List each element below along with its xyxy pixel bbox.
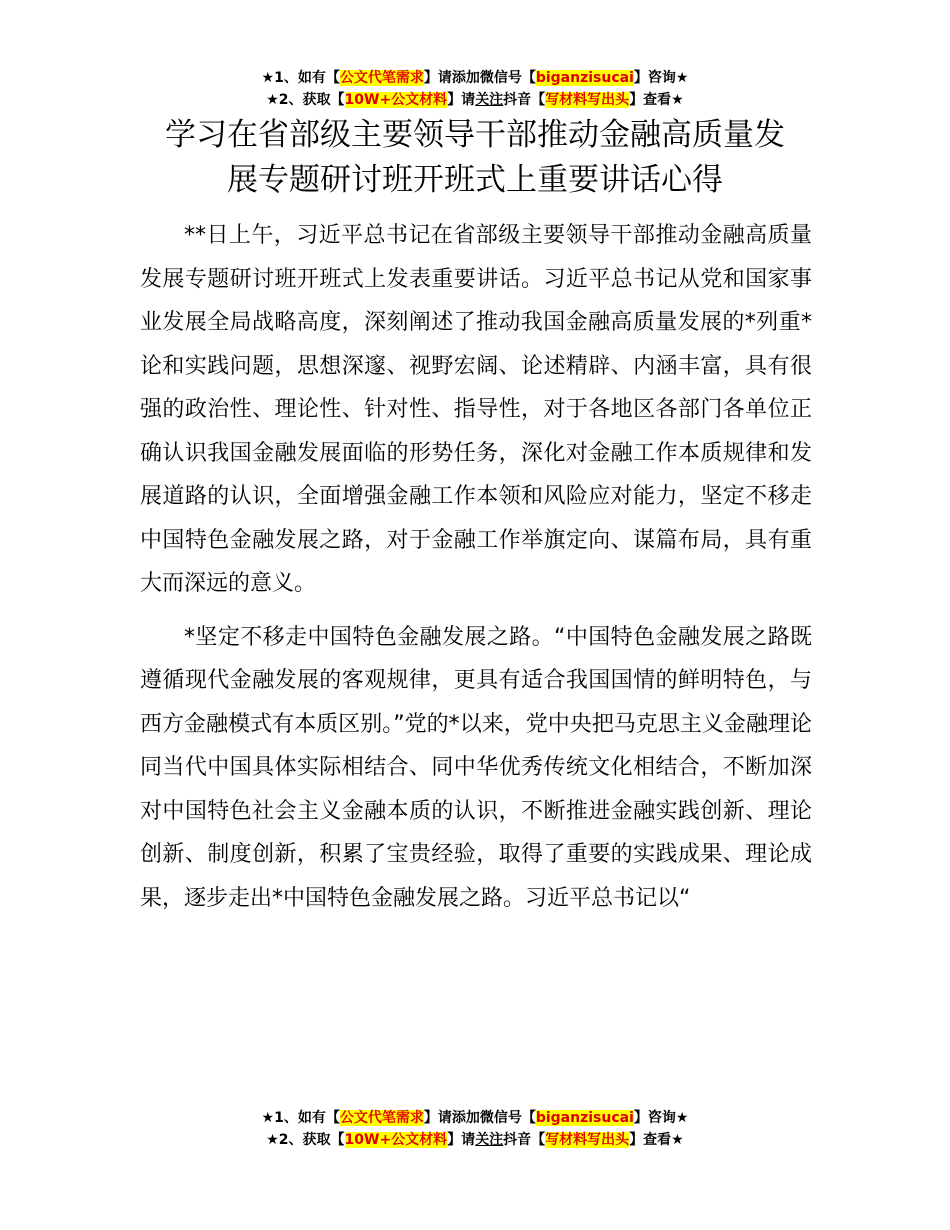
highlight-douyin-account: 写材料写出头: [545, 92, 630, 108]
promo-line-2: ★2、获取【10W+公文材料】请关注抖音【写材料写出头】查看★: [266, 92, 684, 108]
body-paragraph-1: **日上午，习近平总书记在省部级主要领导干部推动金融高质量发展专题研讨班开班式上发表重要讲话。习近平总书记从党和国家事业发展全局战略高度，深刻阐述了推动我国金融高质量发展的*列重*论和实践问题，思想深邃、视野宏阔、论述精辟、内涵丰富，具有很强的政治性、理论性、针对性、指导性，对于各地区各部门各单位正确认识我国金融发展面临的形势任务，深化对金融工作本质规律和发展道路的认识，全面增强金融工作本领和风险应对能力，坚定不移走中国特色金融发展之路，对于金融工作举旗定向、谋篇布局，具有重大而深远的意义。: [140, 223, 812, 596]
highlight-materials: 10W+公文材料: [344, 92, 448, 108]
highlight-wechat-id: biganzisucai: [535, 1110, 634, 1126]
bottom-promo-banner: [0, 1107, 950, 1151]
title-line-1: 学习在省部级主要领导干部推动金融高质量发: [165, 117, 785, 153]
top-promo-banner: [0, 67, 950, 111]
underlined-follow: 关注: [475, 92, 504, 108]
highlight-materials: 10W+公文材料: [344, 1132, 448, 1148]
title-line-2: 展专题研讨班开班式上重要讲话心得: [227, 162, 723, 198]
promo-line-1: ★1、如有【公文代笔需求】请添加微信号【biganzisucai】咨询★: [261, 1110, 689, 1126]
highlight-douyin-account: 写材料写出头: [545, 1132, 630, 1148]
promo-line-1: ★1、如有【公文代笔需求】请添加微信号【biganzisucai】咨询★: [261, 70, 689, 86]
document-title: [0, 113, 950, 203]
highlight-service: 公文代笔需求: [339, 70, 424, 86]
document-body: [140, 214, 812, 930]
highlight-service: 公文代笔需求: [339, 1110, 424, 1126]
promo-line-2: ★2、获取【10W+公文材料】请关注抖音【写材料写出头】查看★: [266, 1132, 684, 1148]
highlight-wechat-id: biganzisucai: [535, 70, 634, 86]
body-paragraph-2: *坚定不移走中国特色金融发展之路。“中国特色金融发展之路既遵循现代金融发展的客观规律，更具有适合我国国情的鲜明特色，与西方金融模式有本质区别。”党的*以来，党中央把马克思主义金融理论同当代中国具体实际相结合、同中华优秀传统文化相结合，不断加深对中国特色社会主义金融本质的认识，不断推进金融实践创新、理论创新、制度创新，积累了宝贵经验，取得了重要的实践成果、理论成果，逐步走出*中国特色金融发展之路。习近平总书记以“: [140, 624, 812, 911]
underlined-follow: 关注: [475, 1132, 504, 1148]
